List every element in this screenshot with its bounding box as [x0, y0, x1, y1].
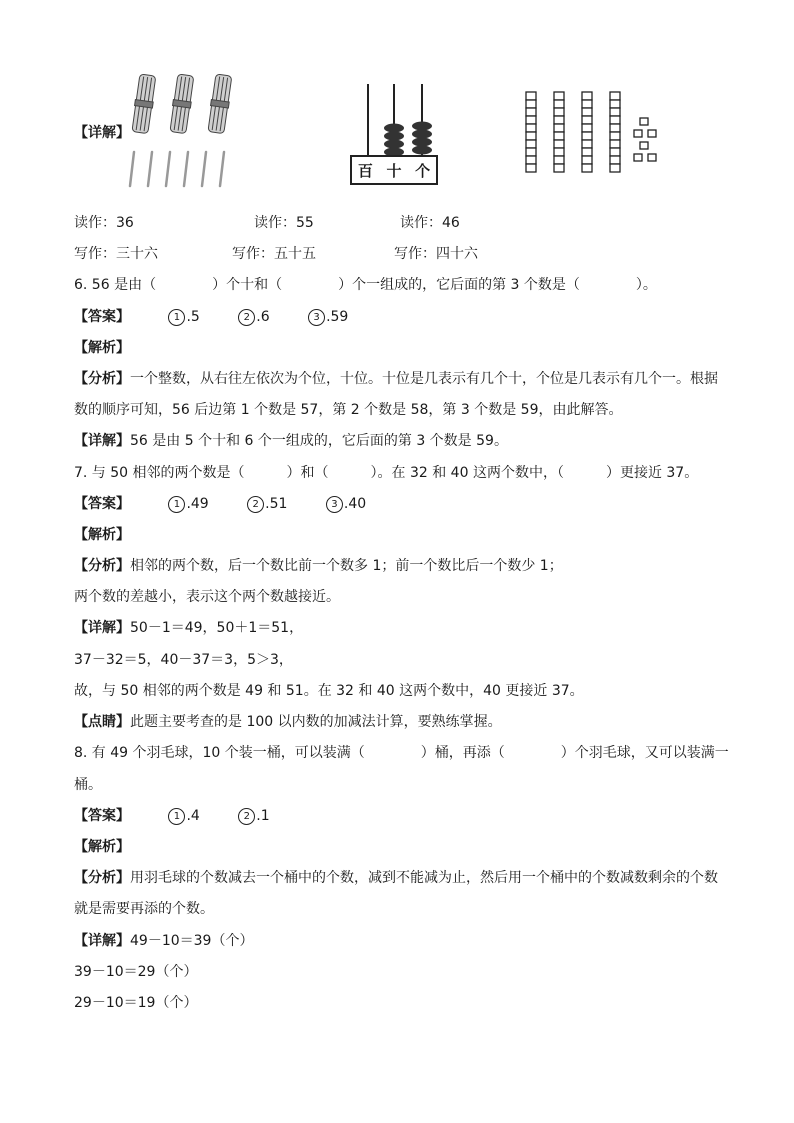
abacus-label-ones: 个: [415, 162, 431, 180]
q8-detail-1: 【详解】49－10＝39（个）: [74, 933, 254, 949]
q8-answer: 【答案】 1 .4 2 .1: [74, 808, 270, 824]
q7-jiexi: 【解析】: [74, 527, 130, 543]
read-item-1: 读作：36: [74, 215, 134, 231]
q6-answer: 【答案】 1 .5 2 .6 3 .59: [74, 309, 349, 325]
q7-answer: 【答案】 1 .49 2 .51 3 .40: [74, 496, 367, 512]
q7-dianjing: 【点睛】此题主要考查的是 100 以内数的加减法计算，要熟练掌握。: [74, 714, 502, 730]
q7-fenxi-1: 【分析】相邻的两个数，后一个数比前一个数多 1；前一个数比后一个数少 1；: [74, 558, 563, 574]
q8-question-1: 8. 有 49 个羽毛球，10 个装一桶，可以装满（ ）桶，再添（ ）个羽毛球，又可以装满一: [74, 745, 729, 761]
q8-fenxi-1: 【分析】用羽毛球的个数减去一个桶中的个数，减到不能减为止，然后用一个桶中的个数减数剩余的个数: [74, 870, 718, 886]
q7-fenxi-2: 两个数的差越小，表示这个两个数越接近。: [74, 589, 340, 605]
abacus-label-hundreds: 百: [357, 162, 373, 180]
read-item-2: 读作：55: [254, 215, 314, 231]
read-item-3: 读作：46: [400, 215, 460, 231]
q6-fenxi-1: 【分析】一个整数，从右往左依次为个位，十位。十位是几表示有几个十，个位是几表示有几个一。根据: [74, 371, 718, 387]
q8-jiexi: 【解析】: [74, 839, 130, 855]
q6-question: 6. 56 是由（ ）个十和（ ）个一组成的，它后面的第 3 个数是（ ）。: [74, 277, 657, 293]
q6-fenxi-2: 数的顺序可知，56 后边第 1 个数是 57，第 2 个数是 58，第 3 个数是 59，由此解答。: [74, 402, 623, 418]
q6-detail: 【详解】56 是由 5 个十和 6 个一组成的，它后面的第 3 个数是 59。: [74, 433, 508, 449]
q6-jiexi: 【解析】: [74, 340, 130, 356]
q7-detail-1: 【详解】50－1＝49，50＋1＝51，: [74, 620, 304, 636]
write-item-1: 写作：三十六: [74, 246, 158, 262]
abacus-label-tens: 十: [386, 162, 402, 180]
q8-detail-3: 29－10＝19（个）: [74, 995, 198, 1011]
abacus-illustration: [348, 82, 440, 188]
q8-question-2: 桶。: [74, 777, 102, 793]
q8-detail-2: 39－10＝29（个）: [74, 964, 198, 980]
ten-block-illustration: [524, 90, 664, 174]
write-item-3: 写作：四十六: [394, 246, 478, 262]
q7-question: 7. 与 50 相邻的两个数是（ ）和（ ）。在 32 和 40 这两个数中，（ ）更接近 37。: [74, 465, 699, 481]
q7-detail-3: 故，与 50 相邻的两个数是 49 和 51。在 32 和 40 这两个数中，40 更接近 37。: [74, 683, 584, 699]
stick-bundles-illustration: [126, 72, 248, 192]
q7-detail-2: 37－32＝5，40－37＝3，5＞3，: [74, 652, 293, 668]
detail-tag-top: 【详解】: [74, 125, 130, 141]
q8-fenxi-2: 就是需要再添的个数。: [74, 901, 214, 917]
write-item-2: 写作：五十五: [232, 246, 316, 262]
